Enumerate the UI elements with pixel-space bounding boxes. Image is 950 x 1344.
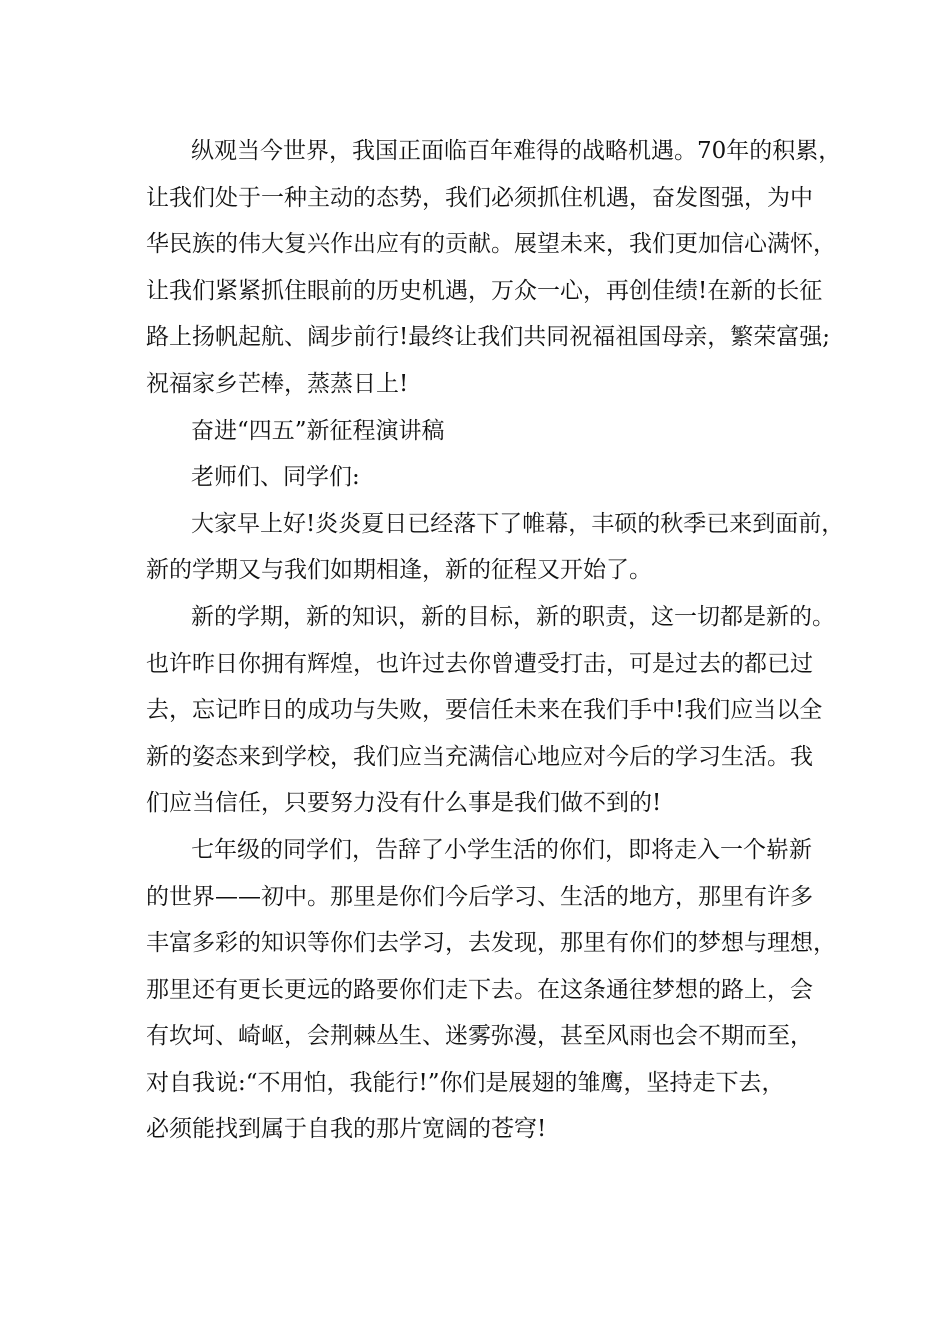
salutation: 老师们、同学们: — [191, 464, 360, 491]
text-line: 祝福家乡芒棒，蒸蒸日上! — [146, 370, 409, 397]
text-line: 对自我说:“不用怕，我能行!”你们是展翅的雏鹰，坚持走下去， — [146, 1069, 785, 1096]
text-line: 华民族的伟大复兴作出应有的贡献。展望未来，我们更加信心满怀， — [146, 231, 836, 258]
text-line: 纵观当今世界，我国正面临百年难得的战略机遇。70年的积累， — [191, 138, 842, 164]
text-line: 大家早上好!炎炎夏日已经落下了帷幕，丰硕的秋季已来到面前， — [191, 510, 845, 537]
text-line: 让我们处于一种主动的态势，我们必须抓住机遇，奋发图强，为中 — [146, 184, 813, 211]
text-line: 路上扬帆起航、阔步前行!最终让我们共同祝福祖国母亲，繁荣富强; — [146, 324, 830, 351]
text-line: 新的学期，新的知识，新的目标，新的职责，这一切都是新的。 — [191, 603, 835, 630]
text-line: 的世界——初中。那里是你们今后学习、生活的地方，那里有许多 — [146, 883, 813, 910]
text-line: 们应当信任，只要努力没有什么事是我们做不到的! — [146, 790, 662, 817]
text-line: 也许昨日你拥有辉煌，也许过去你曾遭受打击，可是过去的都已过 — [146, 650, 813, 677]
text-line: 那里还有更长更远的路要你们走下去。在这条通往梦想的路上，会 — [146, 976, 813, 1003]
text-line: 七年级的同学们，告辞了小学生活的你们，即将走入一个崭新 — [191, 836, 812, 863]
text-line: 让我们紧紧抓住眼前的历史机遇，万众一心，再创佳绩!在新的长征 — [146, 277, 823, 304]
text-line: 去，忘记昨日的成功与失败，要信任未来在我们手中!我们应当以全 — [146, 697, 823, 724]
text-line: 新的学期又与我们如期相逢，新的征程又开始了。 — [146, 557, 652, 584]
section-title: 奋进“四五”新征程演讲稿 — [191, 417, 445, 444]
document-body — [146, 128, 845, 1153]
text-line: 有坎坷、崎岖，会荆棘丛生、迷雾弥漫，甚至风雨也会不期而至， — [146, 1023, 813, 1050]
text-line: 新的姿态来到学校，我们应当充满信心地应对今后的学习生活。我 — [146, 743, 813, 770]
text-line: 必须能找到属于自我的那片宽阔的苍穹! — [146, 1116, 547, 1143]
text-line: 丰富多彩的知识等你们去学习，去发现，那里有你们的梦想与理想， — [146, 930, 836, 957]
